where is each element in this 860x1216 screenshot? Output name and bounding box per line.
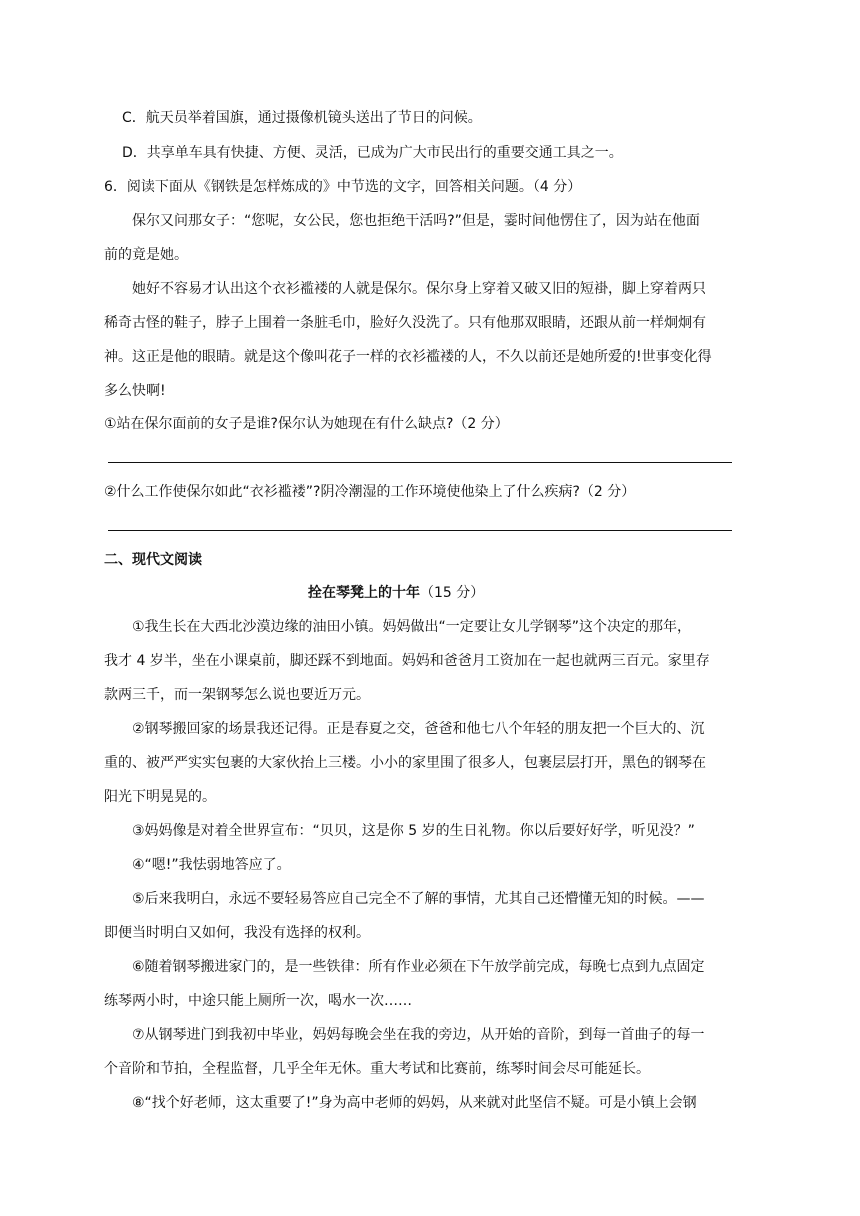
article-line: 即便当时明白又如何，我没有选择的权利。 [104, 925, 370, 941]
article-line: ②钢琴搬回家的场景我还记得。正是春夏之交，爸爸和他七八个年轻的朋友把一个巨大的、沉 [132, 721, 705, 737]
excerpt-line: 多么快啊! [104, 383, 166, 399]
answer-line-1[interactable] [108, 462, 732, 463]
article-line: 练琴两小时，中途只能上厕所一次，喝水一次…… [104, 993, 412, 1009]
option-c: C．航天员举着国旗，通过摄像机镜头送出了节日的问候。 [122, 110, 482, 126]
article-line: ⑧“找个好老师，这太重要了!”身为高中老师的妈妈，从来就对此坚信不疑。可是小镇上会钢 [132, 1095, 697, 1111]
article-line: ⑦从钢琴进门到我初中毕业，妈妈每晚会坐在我的旁边，从开始的音阶，到每一首曲子的每一 [132, 1027, 705, 1043]
article-points: （15 分） [420, 585, 485, 601]
article-title [308, 583, 484, 603]
option-d: D．共享单车具有快捷、方便、灵活，已成为广大市民出行的重要交通工具之一。 [122, 145, 623, 161]
excerpt-line: 稀奇古怪的鞋子，脖子上围着一条脏毛巾，脸好久没洗了。只有他那双眼睛，还跟从前一样炯炯有 [104, 315, 706, 331]
article-line: ①我生长在大西北沙漠边缘的油田小镇。妈妈做出“一定要让女儿学钢琴”这个决定的那年， [132, 619, 692, 635]
answer-line-2[interactable] [108, 530, 732, 531]
article-line: ⑤后来我明白，永远不要轻易答应自己完全不了解的事情，尤其自己还懵懂无知的时候。—— [132, 891, 705, 907]
section-heading: 二、现代文阅读 [104, 552, 202, 568]
question-6-stem: 6．阅读下面从《钢铁是怎样炼成的》中节选的文字，回答相关问题。（4 分） [104, 179, 582, 195]
excerpt-line: 她好不容易才认出这个衣衫褴褛的人就是保尔。保尔身上穿着又破又旧的短褂，脚上穿着两只 [132, 281, 706, 297]
sub-question-1: ①站在保尔面前的女子是谁?保尔认为她现在有什么缺点?（2 分） [104, 416, 509, 432]
article-line: 款两三千，而一架钢琴怎么说也要近万元。 [104, 687, 370, 703]
sub-question-2: ②什么工作使保尔如此“衣衫褴褛”?阴冷潮湿的工作环境使他染上了什么疾病?（2 分） [104, 484, 636, 500]
article-line: 我才 4 岁半，坐在小课桌前，脚还踩不到地面。妈妈和爸爸月工资加在一起也就两三百元。家里存 [104, 653, 710, 669]
article-line: ⑥随着钢琴搬进家门的，是一些铁律：所有作业必须在下午放学前完成，每晚七点到九点固定 [132, 959, 705, 975]
article-line: 个音阶和节拍，全程监督，几乎全年无休。重大考试和比赛前，练琴时间会尽可能延长。 [104, 1061, 650, 1077]
article-line: ④“嗯!”我怯弱地答应了。 [132, 857, 291, 873]
excerpt-line: 神。这正是他的眼睛。就是这个像叫花子一样的衣衫褴褛的人，不久以前还是她所爱的!世事变化得 [104, 349, 712, 365]
article-line: 重的、被严严实实包裹的大家伙抬上三楼。小小的家里围了很多人，包裹层层打开，黑色的钢琴在 [104, 755, 706, 771]
article-title-text: 拴在琴凳上的十年 [308, 585, 420, 601]
excerpt-line: 前的竟是她。 [104, 247, 188, 263]
article-line: ③妈妈像是对着全世界宣布：“贝贝，这是你 5 岁的生日礼物。你以后要好好学，听见没？” [132, 823, 695, 839]
excerpt-line: 保尔又问那女子：“您呢，女公民，您也拒绝干活吗?”但是，霎时间他愣住了，因为站在他面 [132, 213, 700, 229]
article-line: 阳光下明晃晃的。 [104, 789, 216, 805]
